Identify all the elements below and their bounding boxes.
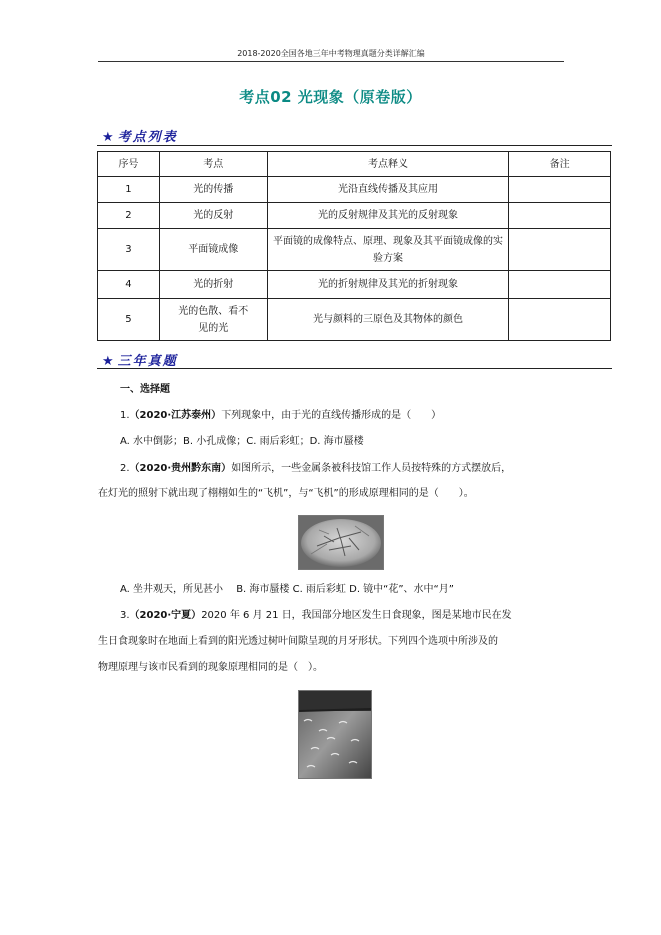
table-cell: 平面镜成像 [159,229,267,271]
question-text: 下列现象中，由于光的直线传播形成的是（ ） [221,410,442,421]
table-row [98,177,611,203]
question-text: 如图所示，一些金属条被科技馆工作人员按特殊的方式摆放后， [231,463,512,474]
page-title: 考点02 光现象（原卷版） [239,88,422,106]
eclipse-ground-photo [298,690,372,779]
table-row [98,299,611,341]
points-table [97,151,611,341]
question-source: （2020·宁夏） [129,610,202,621]
table-cell [509,177,611,203]
question-3-stem [120,608,512,623]
question-3-stem-cont: 生日食现象时在地面上看到的阳光透过树叶间隙呈现的月牙形状。下列四个选项中所涉及的 [98,636,498,647]
table-cell: 5 [98,299,160,341]
table-row [98,271,611,299]
section-rule [97,368,612,369]
question-1-stem [120,408,441,423]
table-cell: 平面镜的成像特点、原理、现象及其平面镜成像的实验方案 [267,229,508,271]
part-title: 一、选择题 [120,384,170,395]
star-icon: ★ [102,354,116,369]
table-cell: 光的反射规律及其光的反射现象 [267,203,508,229]
table-cell: 光的折射 [159,271,267,299]
table-cell: 光的传播 [159,177,267,203]
question-text: 2020 年 6 月 21 日，我国部分地区发生日食现象，图是某地市民在发 [201,610,512,621]
question-1-options: A. 水中倒影；B. 小孔成像；C. 雨后彩虹；D. 海市蜃楼 [120,436,364,447]
question-3-stem-cont: 物理原理与该市民看到的现象原理相同的是（ ）。 [98,662,323,673]
table-cell: 1 [98,177,160,203]
question-number: 2. [120,463,130,474]
section-heading-points [102,126,178,145]
question-2-stem [120,461,511,476]
table-cell: 4 [98,271,160,299]
section-heading-exams [102,350,178,369]
table-cell: 光的色散、看不见的光 [159,299,267,341]
section-rule [97,145,612,146]
metal-airplane-photo [298,515,384,570]
star-icon: ★ [102,130,116,145]
question-2-options: A. 坐井观天，所见甚小 B. 海市蜃楼 C. 雨后彩虹 D. 镜中“花”、水中“月” [120,584,454,595]
table-cell: 光沿直线传播及其应用 [267,177,508,203]
table-cell: 光的折射规律及其光的折射现象 [267,271,508,299]
table-cell [509,271,611,299]
question-source: （2020·江苏泰州） [129,410,222,421]
table-header-cell: 备注 [509,152,611,177]
question-source: （2020·贵州黔东南） [129,463,232,474]
table-header-cell: 考点 [159,152,267,177]
table-header-cell: 序号 [98,152,160,177]
question-2-stem-cont: 在灯光的照射下就出现了栩栩如生的“飞机”，与“飞机”的形成原理相同的是（ ）。 [98,488,474,499]
table-cell [509,203,611,229]
table-header-cell: 考点释义 [267,152,508,177]
section-heading-label: 三年真题 [117,354,178,369]
section-heading-label: 考点列表 [117,130,178,145]
table-cell: 光的反射 [159,203,267,229]
table-row [98,203,611,229]
table-cell: 光与颜料的三原色及其物体的颜色 [267,299,508,341]
running-header: 2018-2020全国各地三年中考物理真题分类详解汇编 [237,49,425,58]
question-number: 3. [120,610,130,621]
question-number: 1. [120,410,130,421]
table-cell: 3 [98,229,160,271]
table-cell [509,299,611,341]
header-rule [98,61,564,62]
table-cell [509,229,611,271]
table-cell: 2 [98,203,160,229]
table-row [98,229,611,271]
table-header-row [98,152,611,177]
